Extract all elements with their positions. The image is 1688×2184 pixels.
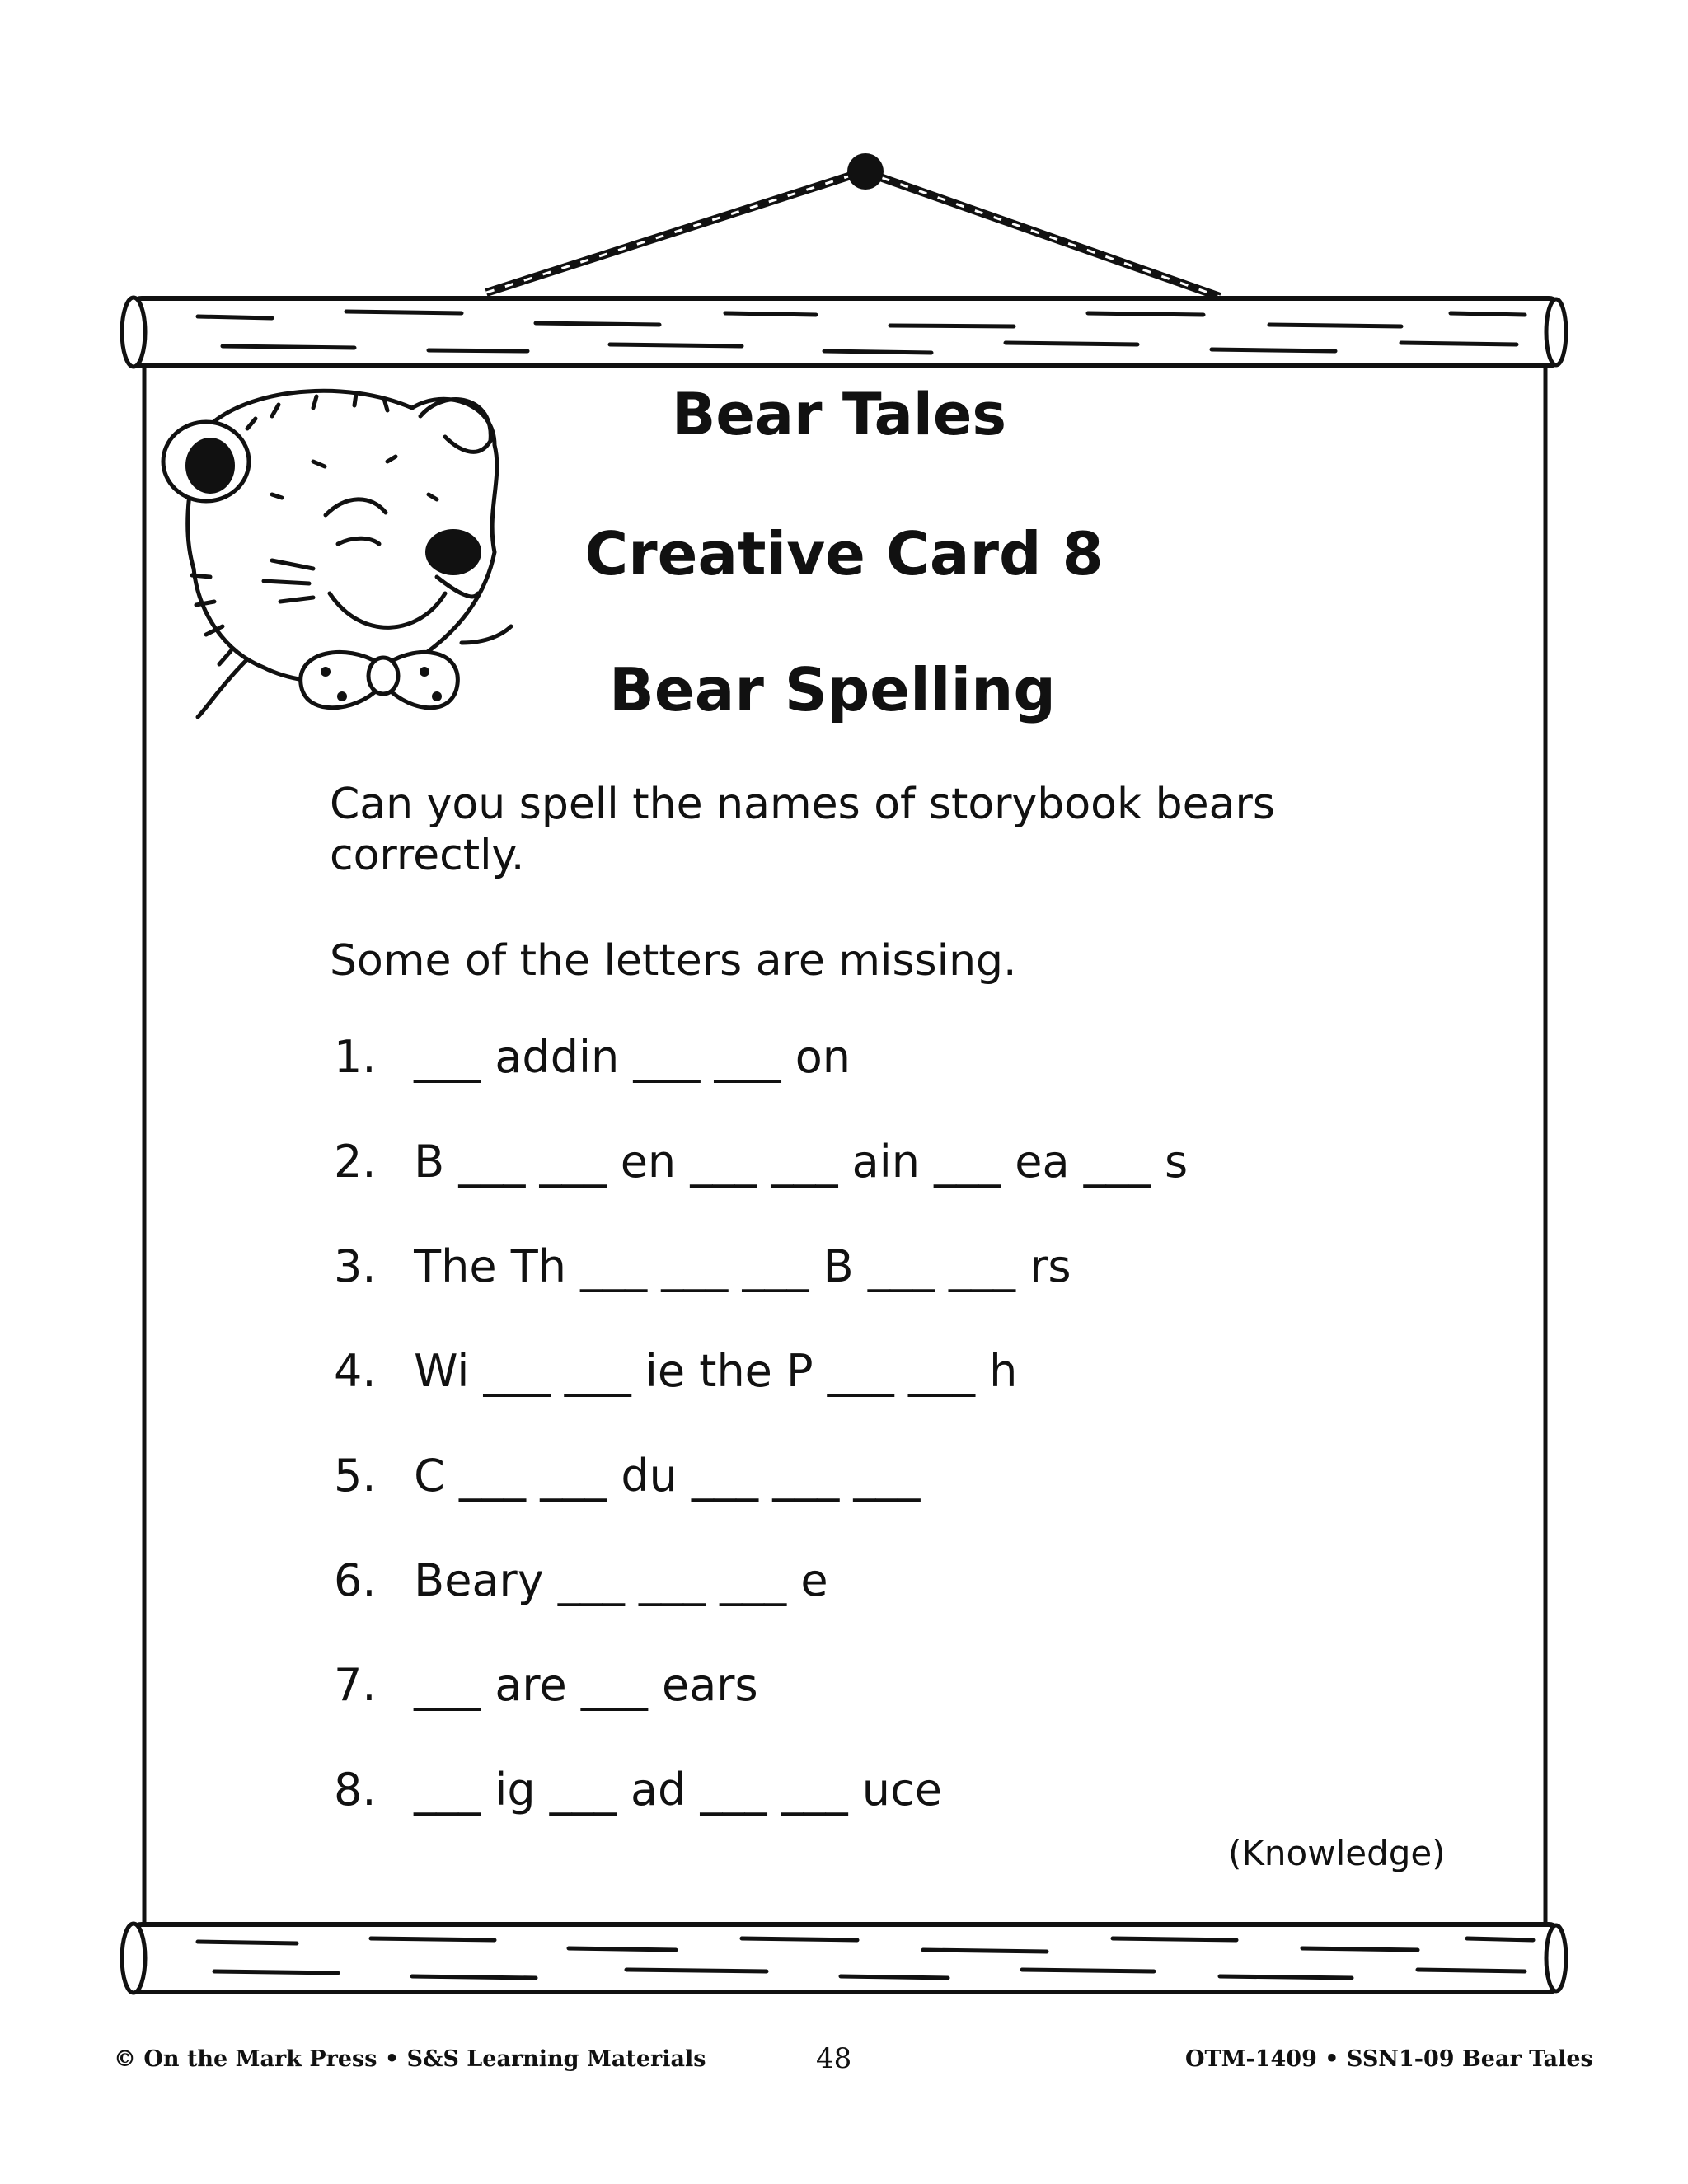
activity-title: Bear Spelling xyxy=(609,655,1056,724)
item-text: C ___ ___ du ___ ___ ___ xyxy=(414,1450,921,1502)
nail-icon xyxy=(847,153,884,190)
footer-product-code: OTM-1409 • SSN1-09 Bear Tales xyxy=(1185,2046,1593,2072)
list-item xyxy=(334,1552,828,1610)
item-text: ___ ig ___ ad ___ ___ uce xyxy=(414,1764,942,1816)
list-item xyxy=(334,1238,1071,1296)
item-text: Beary ___ ___ ___ e xyxy=(414,1554,828,1606)
top-log xyxy=(122,298,1566,367)
item-text: ___ are ___ ears xyxy=(414,1659,758,1711)
page-title: Bear Tales xyxy=(671,381,1007,448)
list-item xyxy=(334,1657,758,1714)
bottom-log xyxy=(122,1924,1566,1993)
list-item xyxy=(334,1447,920,1505)
hanging-rope xyxy=(486,171,1220,297)
item-text: ___ addin ___ ___ on xyxy=(414,1031,851,1083)
item-text: The Th ___ ___ ___ B ___ ___ rs xyxy=(414,1240,1071,1292)
list-item xyxy=(334,1133,1188,1191)
item-number: 7. xyxy=(334,1659,377,1711)
list-item xyxy=(334,1029,851,1086)
item-text: B ___ ___ en ___ ___ ain ___ ea ___ s xyxy=(414,1136,1189,1188)
item-number: 1. xyxy=(334,1031,377,1083)
taxonomy-label: (Knowledge) xyxy=(1228,1833,1446,1873)
item-number: 5. xyxy=(334,1450,377,1502)
item-number: 6. xyxy=(334,1554,377,1606)
intro-instruction: Some of the letters are missing. xyxy=(330,936,1017,986)
list-item xyxy=(334,1761,942,1819)
list-item xyxy=(334,1343,1017,1400)
item-number: 3. xyxy=(334,1240,377,1292)
intro-question: Can you spell the names of storybook bears correctly. xyxy=(330,780,1275,880)
item-number: 2. xyxy=(334,1136,377,1188)
item-number: 4. xyxy=(334,1345,377,1397)
item-number: 8. xyxy=(334,1764,377,1816)
item-text: Wi ___ ___ ie the P ___ ___ h xyxy=(414,1345,1018,1397)
footer-publisher: © On the Mark Press • S&S Learning Materials xyxy=(114,2046,706,2072)
page-number: 48 xyxy=(816,2042,852,2075)
card-subtitle: Creative Card 8 xyxy=(584,519,1104,588)
